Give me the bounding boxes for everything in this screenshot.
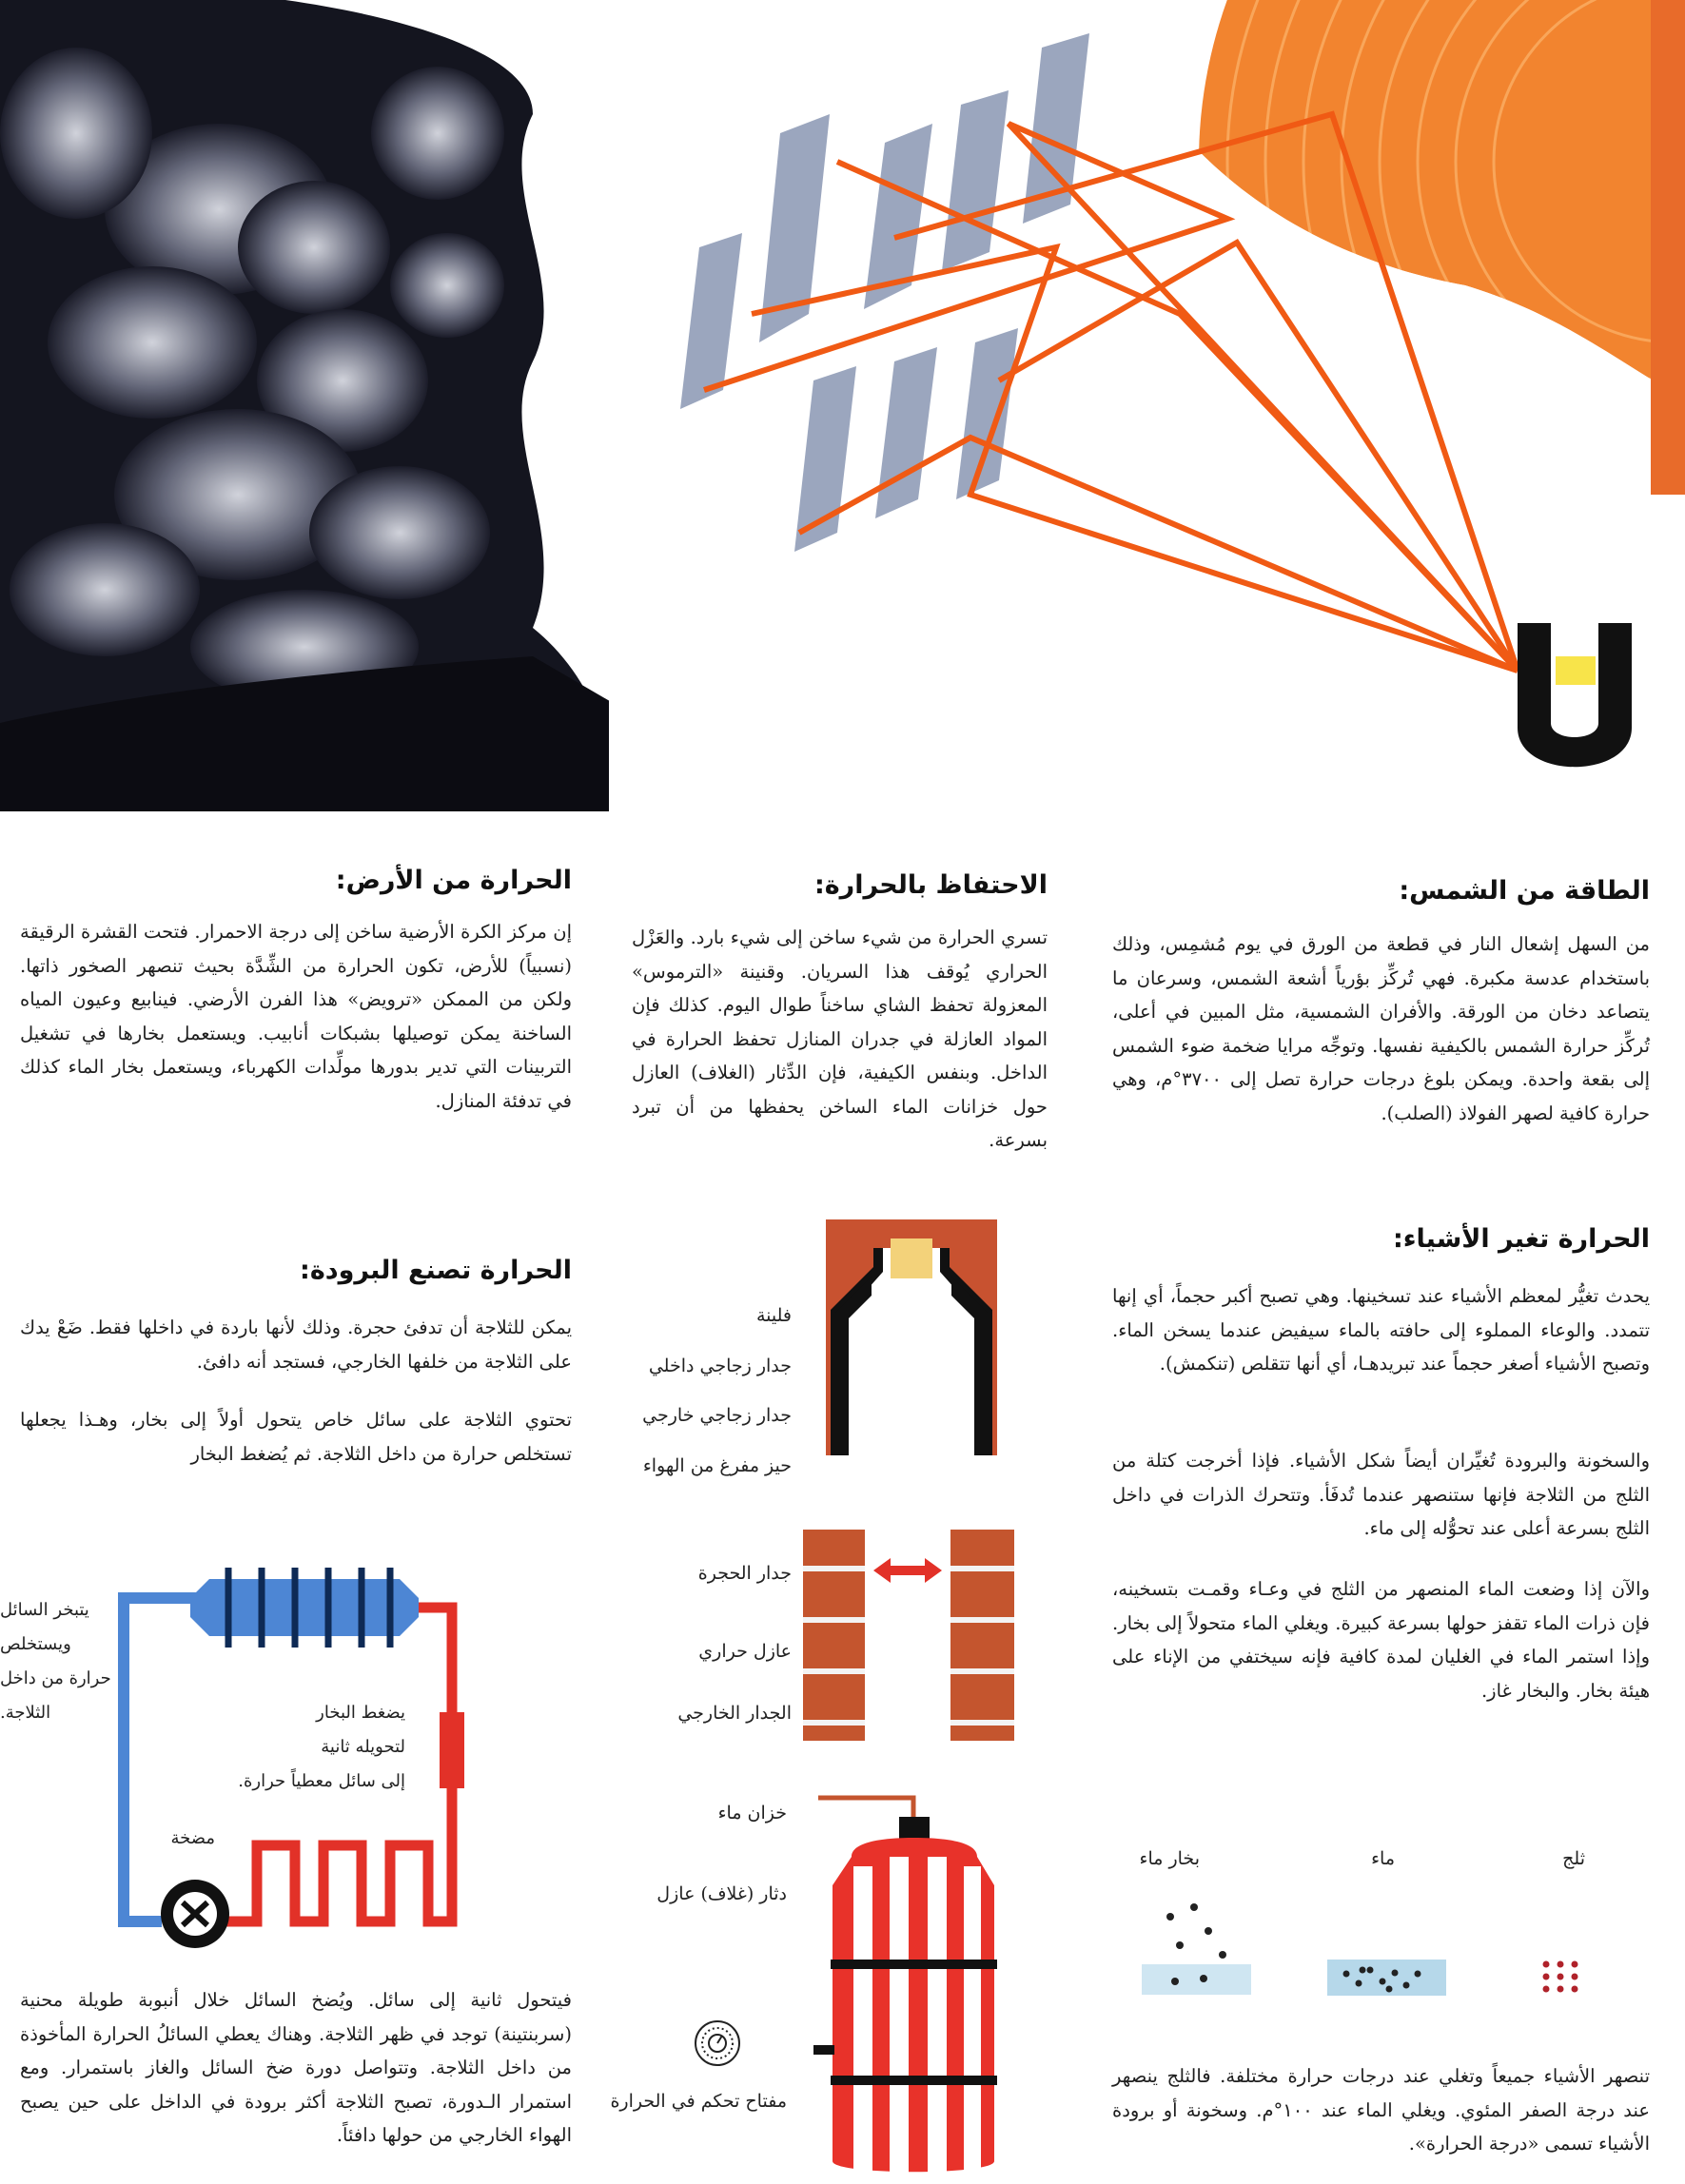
flask-inner-wall-label: جدار زجاجي داخلي bbox=[648, 1355, 792, 1376]
fridge-cycle-diagram bbox=[105, 1560, 485, 1960]
keep-heat-body: تسري الحرارة من شيء ساخن إلى شيء بارد. والعَزْل الحراري يُوقف هذا السريان. وقنينة «الترموس» المعزولة تحفظ الشاي ساخناً طوال اليوم. كذلك فإن المواد العازلة في جدران المنازل تحفظ الحرارة في الداخل. وبنفس الكيفية، فإن الدِّثار (الغلاف) العازل حول خزانات الماء الساخن يحفظها من أن تبرد بسرعة. bbox=[632, 926, 1048, 1151]
wall-outer-label: الجدار الخارجي bbox=[677, 1703, 792, 1724]
double-arrow-icon bbox=[873, 1558, 942, 1583]
fridge-comp-label-1: يضغط البخار bbox=[316, 1703, 405, 1723]
fridge-evap-label-4: الثلاجة. bbox=[0, 1703, 51, 1723]
flask-outer-wall-label: جدار زجاجي خارجي bbox=[642, 1405, 792, 1426]
heat-changes-p1: يحدث تغيُّر لمعظم الأشياء عند تسخينها. وهي تصبح أكبر حجماً، أي إنها تتمدد. والوعاء المملوء إلى حافته بالماء سيفيض عندما يسخن الماء. وتصبح الأشياء أصغر حجماً عند تبريدهـا، أي أنها تتقلص (تنكمش). bbox=[1112, 1285, 1650, 1375]
earth-heat-body: إن مركز الكرة الأرضية ساخن إلى درجة الاحمرار. فتحت القشرة الرقيقة (نسبياً) للأرض، تكون الحرارة من الشِّدَّة بحيث تنصهر الصخور ذاتها. ولكن من الممكن «ترويض» هذا الفرن الأرضي. فينابيع وعيون المياه الساخنة يمكن توصيلها بشبكات أنابيب. ويستعمل بخارها في تشغيل التربينات التي تدير بدورها مولِّدات الكهرباء، ويستعمل بخار الماء كذلك في تدفئة المنازل. bbox=[20, 921, 572, 1112]
wall-room-label: جدار الحجرة bbox=[697, 1563, 792, 1584]
fridge-p3: فيتحول ثانية إلى سائل. ويُضخ السائل خلال أنبوبة طويلة محنية (سربنتينة) توجد في ظهر الثلاجة. وهناك يعطي السائلُ الحرارة المأخوذة من داخل الثلاجة. وتتواصل دورة ضخ السائل والغاز باستمرار. ومع استمرار الـدورة، تصبح الثلاجة أكثر برودة في الداخل على حين يصبح الهواء الخارجي من حولها دافئاً. bbox=[20, 1989, 572, 2146]
flask-vacuum-label: حيز مفرغ من الهواء bbox=[642, 1455, 792, 1476]
thermostat-label: مفتاح تحكم في الحرارة bbox=[610, 2091, 787, 2112]
keep-heat-heading: الاحتفاظ بالحرارة: bbox=[813, 870, 1048, 900]
thermos-flask-diagram bbox=[816, 1219, 1007, 1455]
water-tank-diagram bbox=[813, 1790, 1018, 2180]
sun-body: من السهل إشعال النار في قطعة من الورق في يوم مُشمِس، وذلك باستخدام عدسة مكبرة. فهي تُركِّز بؤرياً أشعة الشمس، وسرعان ما يتصاعد دخان من الورقة. والأفران الشمسية، مثل المبين في أعلى، تُركِّز حرارة الشمس بالكيفية نفسها. وتوجِّه مرايا ضخمة ضوء الشمس إلى بقعة واحدة. ويمكن بلوغ درجات حرارة تصل إلى ٣٧٠٠°م، وهي حرارة كافية لصهر الفولاذ (الصلب). bbox=[1112, 933, 1650, 1124]
states-of-matter-diagram bbox=[1113, 1879, 1646, 2021]
earth-heat-heading: الحرارة من الأرض: bbox=[335, 866, 572, 895]
fridge-comp-label-3: إلى سائل معطياً حرارة. bbox=[238, 1771, 405, 1791]
fridge-evap-label-2: ويستخلص bbox=[0, 1634, 71, 1654]
tank-label: خزان ماء bbox=[717, 1803, 787, 1823]
thermostat-dial-icon bbox=[693, 2018, 742, 2068]
fridge-comp-label-2: لتحويله ثانية bbox=[321, 1737, 405, 1757]
state-steam-label: بخار ماء bbox=[1139, 1848, 1200, 1869]
heat-changes-heading: الحرارة تغير الأشياء: bbox=[1392, 1224, 1650, 1254]
fridge-heading: الحرارة تصنع البرودة: bbox=[300, 1256, 572, 1285]
tank-jacket-label: دثار (غلاف) عازل bbox=[656, 1883, 787, 1904]
insulated-wall-diagram bbox=[803, 1530, 1014, 1741]
fridge-p2: تحتوي الثلاجة على سائل خاص يتحول أولاً إلى بخار، وهـذا يجعلها تستخلص حرارة من داخل الثلاجة. ثم يُضغط البخار bbox=[20, 1409, 572, 1465]
sun-heading: الطاقة من الشمس: bbox=[1399, 876, 1650, 906]
flask-cork-label: فلينة bbox=[755, 1305, 792, 1326]
fridge-p1: يمكن للثلاجة أن تدفئ حجرة. وذلك لأنها باردة في داخلها فقط. ضَعْ يدك على الثلاجة من خلفها الخارجي، فستجد أنه دافئ. bbox=[20, 1316, 572, 1373]
solar-furnace-illustration bbox=[609, 0, 1685, 811]
fridge-evap-label-3: حرارة من داخل bbox=[0, 1668, 111, 1688]
wall-insulation-label: عازل حراري bbox=[698, 1641, 792, 1662]
state-water-label: ماء bbox=[1371, 1848, 1395, 1869]
fridge-evap-label-1: يتبخر السائل bbox=[0, 1600, 89, 1620]
fridge-pump-label: مضخة bbox=[170, 1828, 215, 1848]
states-caption: تنصهر الأشياء جميعاً وتغلي عند درجات حرارة مختلفة. فالثلج ينصهر عند درجة الصفر المئوي. ويغلي الماء عند ١٠٠°م. وسخونة أو برودة الأشياء تسمى «درجة الحرارة». bbox=[1112, 2065, 1650, 2155]
heat-changes-p3: والآن إذا وضعت الماء المنصهر من الثلج في وعـاء وقمـت بتسخينه، فإن ذرات الماء تقفز حولها بسرعة كبيرة. ويغلي الماء متحولاً إلى بخار. وإذا استمر الماء في الغليان لمدة كافية فإنه سيختفي من الإناء على هيئة بخار. والبخار غاز. bbox=[1112, 1578, 1650, 1702]
state-ice-label: ثلج bbox=[1562, 1848, 1585, 1869]
heat-changes-p2: والسخونة والبرودة تُغيِّران أيضاً شكل الأشياء. فإذا أخرجت كتلة من الثلج من الثلاجة فإنها ستنصهر عندما تُدفَأ. وتتحرك الذرات في داخل الثلج بسرعة أعلى عند تحوُّله إلى ماء. bbox=[1112, 1450, 1650, 1539]
